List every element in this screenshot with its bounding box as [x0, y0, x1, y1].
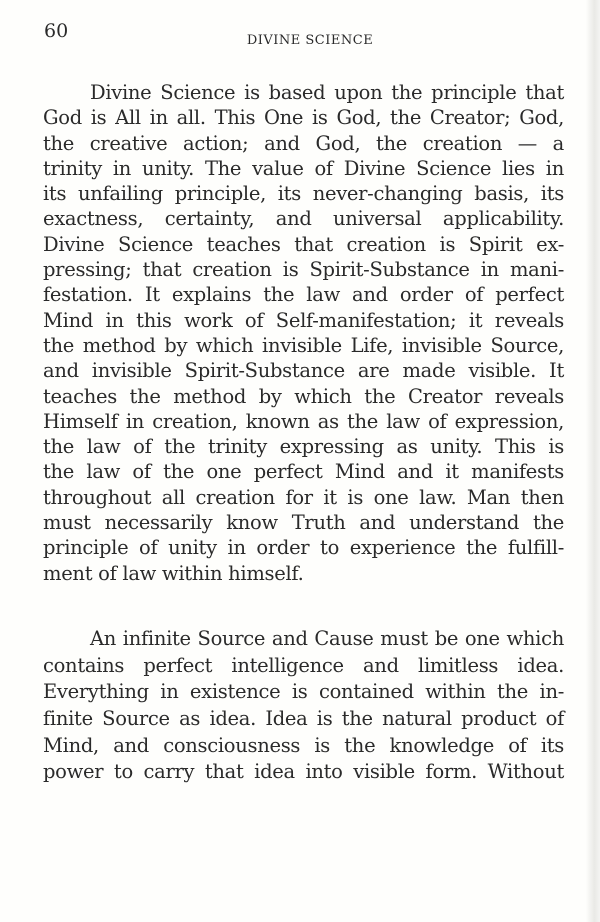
page-number: 60	[44, 20, 69, 42]
text-line: exactness, certainty, and universal applicability.	[43, 207, 564, 231]
text-line: teaches the method by which the Creator reveals	[43, 384, 564, 408]
text-line: the law of the trinity expressing as unity. This is	[43, 435, 564, 459]
page-edge-shadow	[586, 0, 600, 922]
text-line: trinity in unity. The value of Divine Science lies in	[43, 156, 564, 180]
text-line: the law of the one perfect Mind and it manifests	[43, 460, 564, 484]
text-line: the creative action; and God, the creation — a	[43, 131, 564, 155]
text-line: finite Source as idea. Idea is the natural product of	[43, 707, 564, 731]
text-line: power to carry that idea into visible form. Without	[43, 760, 564, 784]
text-line: Mind in this work of Self-manifestation; it reveals	[43, 308, 564, 332]
text-line: Divine Science is based upon the principle that	[90, 81, 564, 104]
text-line: An infinite Source and Cause must be one which	[90, 627, 564, 650]
text-line: throughout all creation for it is one law. Man then	[43, 485, 564, 509]
running-head: DIVINE SCIENCE	[246, 33, 374, 48]
text-line: ment of law within himself.	[43, 561, 304, 585]
text-line: Mind, and consciousness is the knowledge of its	[43, 733, 564, 757]
text-line: festation. It explains the law and order of perfect	[43, 283, 564, 307]
text-line: Everything in existence is contained within the in-	[43, 680, 564, 704]
text-line: its unfailing principle, its never-changing basis, its	[43, 182, 564, 206]
text-line: pressing; that creation is Spirit-Substance in mani-	[43, 258, 564, 282]
text-line: God is All in all. This One is God, the Creator; God,	[43, 106, 564, 130]
text-line: the method by which invisible Life, invisible Source,	[43, 333, 564, 357]
paragraph-1	[43, 80, 564, 586]
text-line: Himself in creation, known as the law of expression,	[43, 409, 564, 433]
text-line: Divine Science teaches that creation is Spirit ex-	[43, 232, 564, 256]
text-line: must necessarily know Truth and understand the	[43, 511, 564, 535]
paragraph-2	[43, 626, 564, 786]
text-line: principle of unity in order to experience the fulfill-	[43, 536, 564, 560]
text-line: contains perfect intelligence and limitless idea.	[43, 653, 564, 677]
text-line: and invisible Spirit-Substance are made visible. It	[43, 359, 564, 383]
